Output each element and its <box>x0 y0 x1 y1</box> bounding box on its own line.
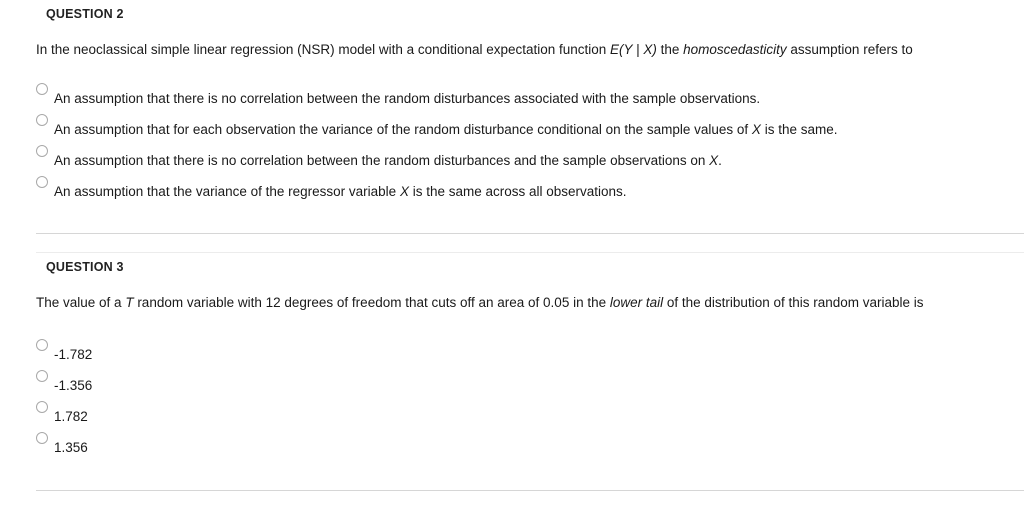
option-label: An assumption that the variance of the regressor variable X is the same across all observations. <box>54 184 627 199</box>
section-divider <box>36 252 1024 253</box>
radio-button[interactable] <box>36 176 48 188</box>
stem-variable: T <box>125 295 134 310</box>
stem-text: In the neoclassical simple linear regression (NSR) model with a conditional expectation function <box>36 42 611 57</box>
radio-button[interactable] <box>36 370 48 382</box>
radio-button[interactable] <box>36 401 48 413</box>
option-label: -1.782 <box>54 347 93 362</box>
q3-option-3[interactable] <box>36 400 88 424</box>
option-label: An assumption that there is no correlation between the random disturbances associated with the sample observations. <box>54 91 761 106</box>
option-label: An assumption that for each observation the variance of the random disturbance conditional on the sample values of X is the same. <box>54 122 838 137</box>
question-3-header: QUESTION 3 <box>46 260 124 274</box>
stem-term: lower tail <box>609 295 664 310</box>
stem-text: The value of a <box>36 295 126 310</box>
radio-button[interactable] <box>36 145 48 157</box>
q2-option-3[interactable] <box>36 144 722 168</box>
stem-text: the <box>656 42 684 57</box>
q2-option-4[interactable] <box>36 175 627 199</box>
stem-term: homoscedasticity <box>683 42 787 57</box>
option-label: -1.356 <box>54 378 93 393</box>
q3-option-1[interactable] <box>36 338 93 362</box>
question-3-stem <box>36 294 956 311</box>
option-label: An assumption that there is no correlation between the random disturbances and the sample observations on X. <box>54 153 722 168</box>
stem-function: E(Y | X) <box>610 42 657 57</box>
stem-text: assumption refers to <box>786 42 913 57</box>
question-2-header: QUESTION 2 <box>46 7 124 21</box>
q3-option-4[interactable] <box>36 431 88 455</box>
radio-button[interactable] <box>36 83 48 95</box>
question-2-stem <box>36 41 956 58</box>
q2-option-1[interactable] <box>36 82 761 106</box>
q3-option-2[interactable] <box>36 369 93 393</box>
section-divider <box>36 233 1024 234</box>
option-label: 1.356 <box>54 440 88 455</box>
radio-button[interactable] <box>36 114 48 126</box>
stem-text: of the distribution of this random variable is <box>663 295 924 310</box>
radio-button[interactable] <box>36 339 48 351</box>
option-label: 1.782 <box>54 409 88 424</box>
q2-option-2[interactable] <box>36 113 838 137</box>
radio-button[interactable] <box>36 432 48 444</box>
stem-text: random variable with 12 degrees of freedom that cuts off an area of 0.05 in the <box>133 295 610 310</box>
section-divider <box>36 490 1024 491</box>
